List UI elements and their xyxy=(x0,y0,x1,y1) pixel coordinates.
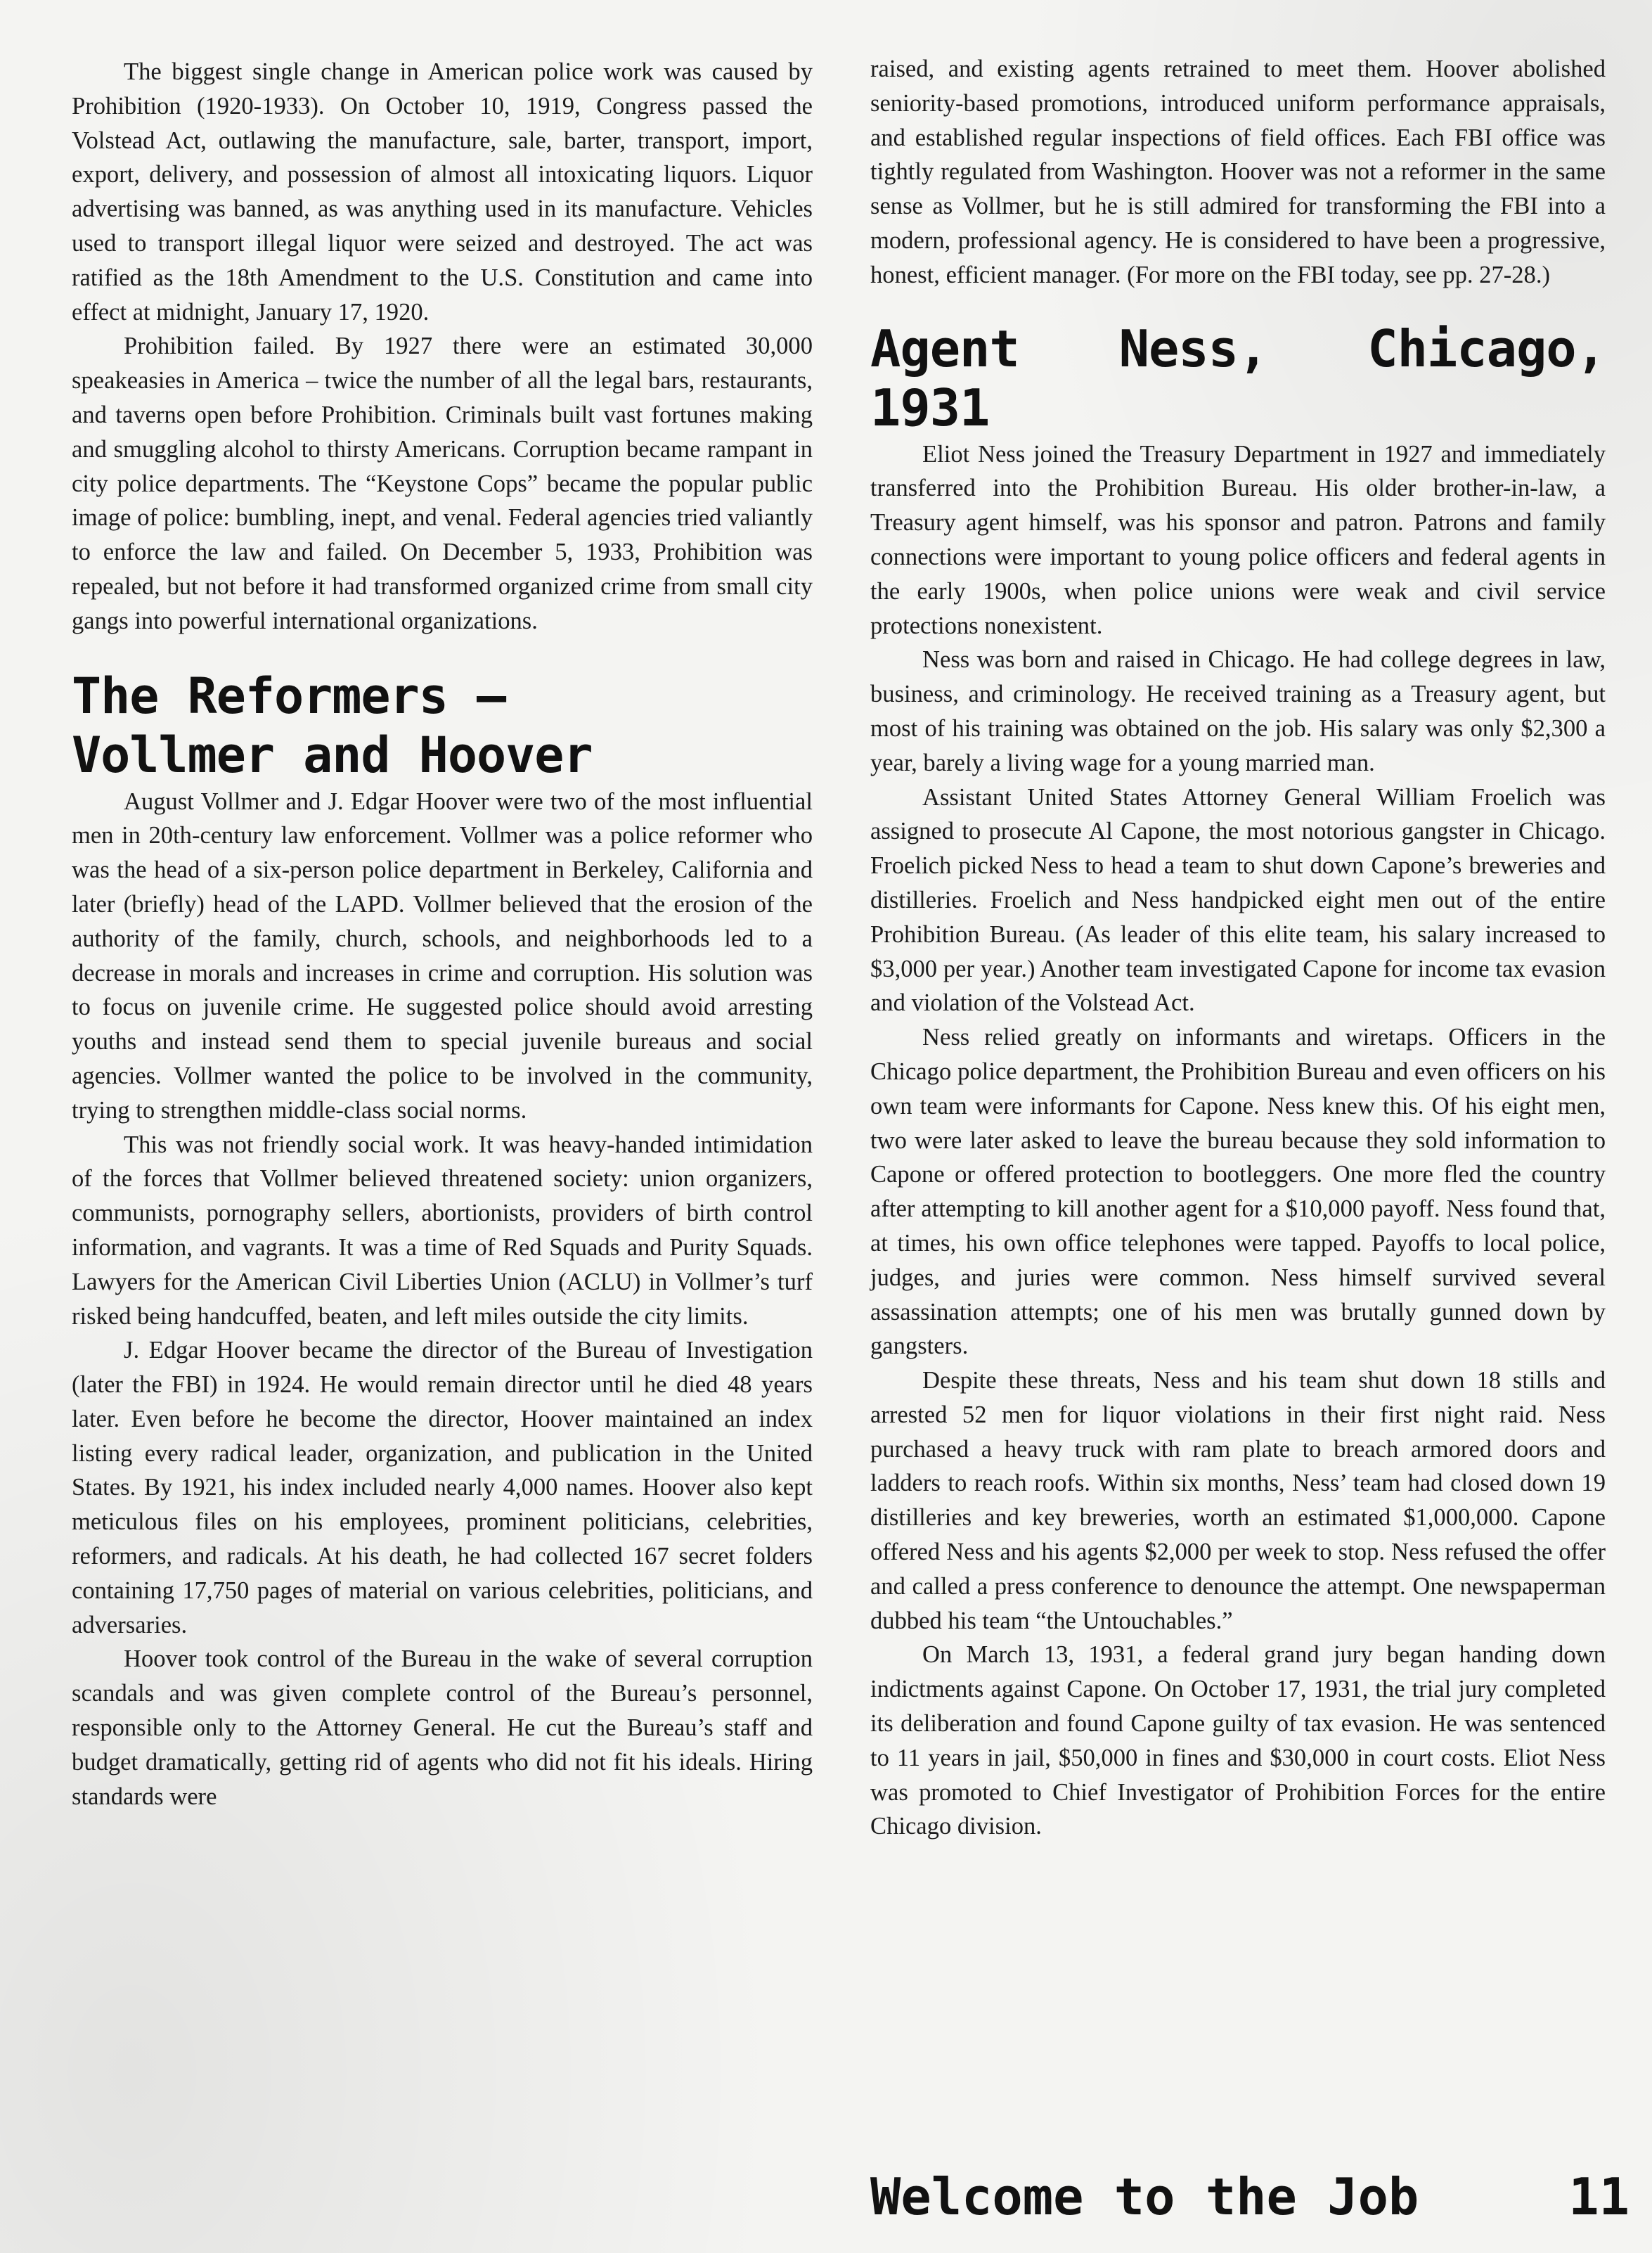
body-paragraph: The biggest single change in American police work was caused by Prohibition (1920-1933). On October 10, 1919, Congress passed the Volstead Act, outlawing the manufacture, sale, barter, transport, import, export, delivery, and possession of almost all intoxicating liquors. Liquor advertising was banned, as was anything used in its manufacture. Vehicles used to transport illegal liquor were seized and destroyed. The act was ratified as the 18th Amendment to the U.S. Constitution and came into effect at midnight, January 17, 1920. xyxy=(72,58,813,326)
body-paragraph: Assistant United States Attorney General William Froelich was assigned to prosecute Al Capone, the most notorious gangster in Chicago. Froelich picked Ness to head a team to shut down Capone’s breweries and distilleries. Froelich and Ness handpicked eight men out of the entire Prohibition Bureau. (As leader of this elite team, his salary increased to $3,000 per year.) Another team investigated Capone for income tax evasion and violation of the Volstead Act. xyxy=(870,783,1606,1017)
right-column xyxy=(870,52,1606,1844)
body-paragraph-continued: raised, and existing agents retrained to meet them. Hoover abolished seniority-based promotions, introduced uniform performance appraisals, and established regular inspections of field offices. Each FBI office was tightly regulated from Washington. Hoover was not a reformer in the same sense as Vollmer, but he is still admired for transforming the FBI into a modern, professional agency. He is considered to have been a progressive, honest, efficient manager. (For more on the FBI today, see pp. 27-28.) xyxy=(870,56,1606,288)
body-paragraph: Ness was born and raised in Chicago. He had college degrees in law, business, and criminology. He received training as a Treasury agent, but most of his training was obtained on the job. His salary was only $2,300 a year, barely a living wage for a young married man. xyxy=(870,646,1606,776)
left-column xyxy=(72,55,813,1814)
page-number: 11 xyxy=(1568,2167,1630,2226)
heading-line: Vollmer and Hoover xyxy=(72,726,593,784)
footer-title: Welcome to the Job xyxy=(870,2167,1419,2226)
body-paragraph: August Vollmer and J. Edgar Hoover were two of the most influential men in 20th-century law enforcement. Vollmer was a police reformer who was the head of a six-person police department in Berkeley, California and later (briefly) head of the LAPD. Vollmer believed that the erosion of the authority of the family, church, schools, and neighborhoods led to a decrease in morals and increases in crime and corruption. His solution was to focus on juvenile crime. He suggested police should avoid arresting youths and instead send them to special juvenile bureaus and social agencies. Vollmer wanted the police to be involved in the community, trying to strengthen middle-class social norms. xyxy=(72,788,813,1124)
body-paragraph: Hoover took control of the Bureau in the wake of several corruption scandals and was given complete control of the Bureau’s personnel, responsible only to the Attorney General. He cut the Bureau’s staff and budget dramatically, getting rid of agents who did not fit his ideals. Hiring standards were xyxy=(72,1645,813,1810)
body-paragraph: Eliot Ness joined the Treasury Department in 1927 and immediately transferred into the Prohibition Bureau. His older brother-in-law, a Treasury agent himself, was his sponsor and patron. Patrons and family connections were important to young police officers and federal agents in the early 1900s, when police unions were weak and civil service protections nonexistent. xyxy=(870,440,1606,639)
heading-line: The Reformers – xyxy=(72,667,506,725)
body-paragraph: On March 13, 1931, a federal grand jury began handing down indictments against Capone. On October 17, 1931, the trial jury completed its deliberation and found Capone guilty of tax evasion. He was sentenced to 11 years in jail, $50,000 in fines and $30,000 in court costs. Eliot Ness was promoted to Chief Investigator of Prohibition Forces for the entire Chicago division. xyxy=(870,1641,1606,1840)
body-paragraph: J. Edgar Hoover became the director of the Bureau of Investigation (later the FBI) in 1924. He would remain director until he died 48 years later. Even before he become the director, Hoover maintained an index listing every radical leader, organization, and publication in the United States. By 1921, his index included nearly 4,000 names. Hoover also kept meticulous files on his employees, prominent politicians, celebrities, reformers, and radicals. At his death, he had collected 167 secret folders containing 17,750 pages of material on various celebrities, politicians, and adversaries. xyxy=(72,1337,813,1638)
body-paragraph: Ness relied greatly on informants and wiretaps. Officers in the Chicago police department, the Prohibition Bureau and even officers on his own team were informants for Capone. Ness knew this. Of his eight men, two were later asked to leave the bureau because they sold information to Capone or offered protection to bootleggers. One more fled the country after attempting to kill another agent for a $10,000 payoff. Ness found that, at times, his own office telephones were tapped. Payoffs to local police, judges, and juries were common. Ness himself survived several assassination attempts; one of his men was brutally gunned down by gangsters. xyxy=(870,1024,1606,1360)
page-footer xyxy=(870,2167,1630,2226)
body-paragraph: Despite these threats, Ness and his team shut down 18 stills and arrested 52 men for liquor violations in their first night raid. Ness purchased a heavy truck with ram plate to breach armored doors and ladders to reach roofs. Within six months, Ness’ team had closed down 19 distilleries and key breweries, worth an estimated $1,000,000. Capone offered Ness and his agents $2,000 per week to stop. Ness refused the offer and called a press conference to denounce the attempt. One newspaperman dubbed his team “the Untouchables.” xyxy=(870,1367,1606,1634)
section-heading-ness: Agent Ness, Chicago, 1931 xyxy=(870,319,1606,437)
body-paragraph: Prohibition failed. By 1927 there were an estimated 30,000 speakeasies in America – twice the number of all the legal bars, restaurants, and taverns open before Prohibition. Criminals built vast fortunes making and smuggling alcohol to thirsty Americans. Corruption became rampant in city police departments. The “Keystone Cops” became the popular public image of police: bumbling, inept, and venal. Federal agencies tried valiantly to enforce the law and failed. On December 5, 1933, Prohibition was repealed, but not before it had transformed organized crime from small city gangs into powerful international organizations. xyxy=(72,333,813,634)
section-heading-reformers xyxy=(72,667,813,785)
body-paragraph: This was not friendly social work. It was heavy-handed intimidation of the forces that Vollmer believed threatened society: union organizers, communists, pornography sellers, abortionists, providers of birth control information, and vagrants. It was a time of Red Squads and Purity Squads. Lawyers for the American Civil Liberties Union (ACLU) in Vollmer’s turf risked being handcuffed, beaten, and left miles outside the city limits. xyxy=(72,1131,813,1330)
